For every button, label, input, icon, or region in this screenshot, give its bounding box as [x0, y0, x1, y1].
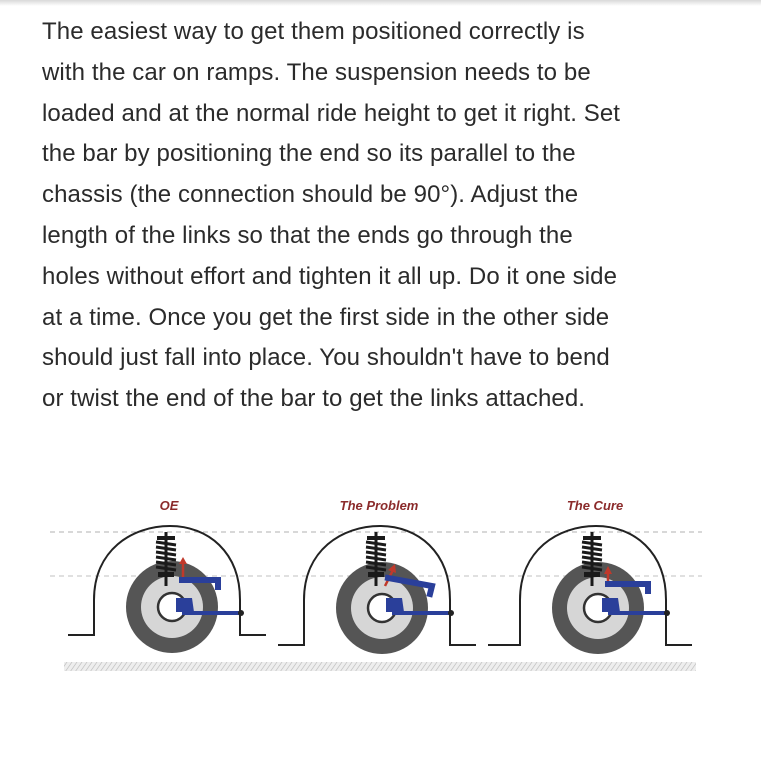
- arm-pivot: [238, 610, 244, 616]
- paragraph-line: loaded and at the normal ride height to get it right. Set: [42, 99, 621, 127]
- paragraph-line: the bar by positioning the end so its parallel to the: [42, 140, 576, 168]
- paragraph-line: should just fall into place. You shouldn't have to bend: [42, 344, 610, 372]
- panel-caption-oe: OE: [159, 498, 179, 513]
- paragraph-line: holes without effort and tighten it all up. Do it one side: [42, 262, 618, 290]
- panel-oe: [68, 526, 266, 653]
- paragraph-line: or twist the end of the bar to get the links attached.: [42, 385, 586, 413]
- top-shadow: [0, 0, 761, 6]
- knuckle: [602, 598, 620, 612]
- knuckle: [386, 598, 404, 612]
- paragraph-line: The easiest way to get them positioned correctly is: [42, 18, 585, 45]
- panel-caption-problem: The Problem: [339, 498, 419, 513]
- suspension-diagram: [42, 490, 708, 690]
- panel-cure: [488, 526, 692, 654]
- panel-problem: [278, 526, 476, 654]
- arrow-head: [179, 557, 187, 564]
- knuckle: [176, 598, 194, 612]
- ground-hatch: [64, 662, 696, 671]
- arm-pivot: [448, 610, 454, 616]
- suspension-diagram-svg: [42, 490, 708, 690]
- panel-caption-cure: The Cure: [566, 498, 624, 513]
- paragraph-line: chassis (the connection should be 90°). Adjust the: [42, 181, 579, 209]
- arm-pivot: [664, 610, 670, 616]
- paragraph-line: with the car on ramps. The suspension needs to be: [42, 58, 591, 86]
- paragraph-line: at a time. Once you get the first side in the other side: [42, 303, 610, 331]
- paragraph-line: length of the links so that the ends go through the: [42, 221, 573, 249]
- article-paragraph: [42, 12, 742, 420]
